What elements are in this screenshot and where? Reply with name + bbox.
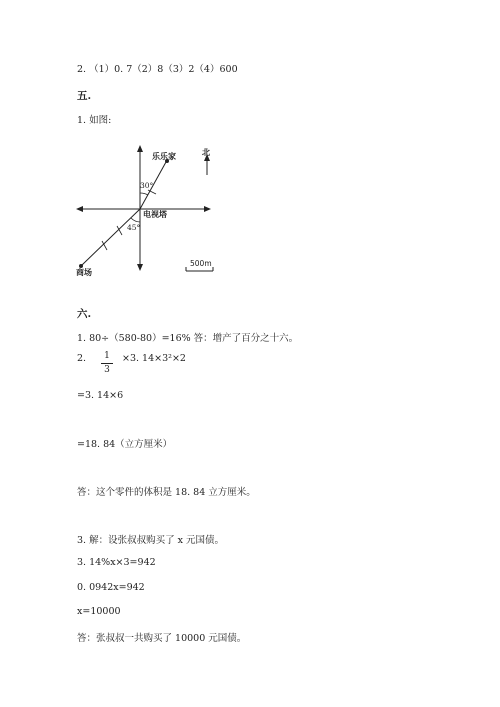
east-arrowhead bbox=[204, 206, 211, 212]
fraction bbox=[101, 351, 113, 376]
north-arrowhead bbox=[137, 145, 143, 152]
north-label: 北 bbox=[202, 147, 210, 157]
mall-label: 商场 bbox=[76, 267, 92, 277]
fraction-bar bbox=[101, 363, 113, 364]
fraction-numerator: 1 bbox=[104, 351, 110, 361]
angle-bottom-label: 45° bbox=[127, 223, 141, 232]
mall-direction-line bbox=[82, 209, 140, 265]
angle-arc-top bbox=[140, 193, 148, 195]
question-2-step-1: =3. 14×6 bbox=[77, 390, 124, 401]
question-3-equation-3: x=10000 bbox=[77, 606, 121, 617]
question-1-label: 1. 如图: bbox=[77, 115, 112, 126]
question-2-expression: ×3. 14×3²×2 bbox=[122, 353, 186, 364]
scale-label: 500m bbox=[190, 259, 212, 268]
angle-top-label: 30° bbox=[140, 181, 154, 190]
question-1-answer: 1. 80÷（580-80）=16% 答：增产了百分之十六。 bbox=[77, 333, 299, 344]
question-3-equation-2: 0. 0942x=942 bbox=[77, 582, 145, 593]
section-6-heading: 六. bbox=[77, 308, 92, 320]
west-arrowhead bbox=[76, 206, 83, 212]
angle-arc-bottom bbox=[131, 218, 140, 222]
answer-line-2: 2. （1）0. 7（2）8（3）2（4）600 bbox=[77, 64, 238, 75]
section-5-heading: 五. bbox=[77, 90, 92, 102]
south-arrowhead bbox=[137, 264, 143, 271]
question-2-answer: 答：这个零件的体积是 18. 84 立方厘米。 bbox=[77, 487, 256, 498]
question-3-intro: 3. 解：设张叔叔购买了 x 元国债。 bbox=[77, 535, 224, 546]
home-label: 乐乐家 bbox=[152, 151, 176, 161]
question-2-prefix: 2. bbox=[77, 353, 87, 364]
tower-label: 电视塔 bbox=[143, 209, 167, 219]
question-3-answer: 答：张叔叔一共购买了 10000 元国债。 bbox=[77, 633, 247, 644]
question-2-step-2: =18. 84（立方厘米） bbox=[77, 439, 173, 450]
question-3-equation-1: 3. 14%x×3=942 bbox=[77, 557, 156, 568]
fraction-denominator: 3 bbox=[104, 365, 110, 375]
